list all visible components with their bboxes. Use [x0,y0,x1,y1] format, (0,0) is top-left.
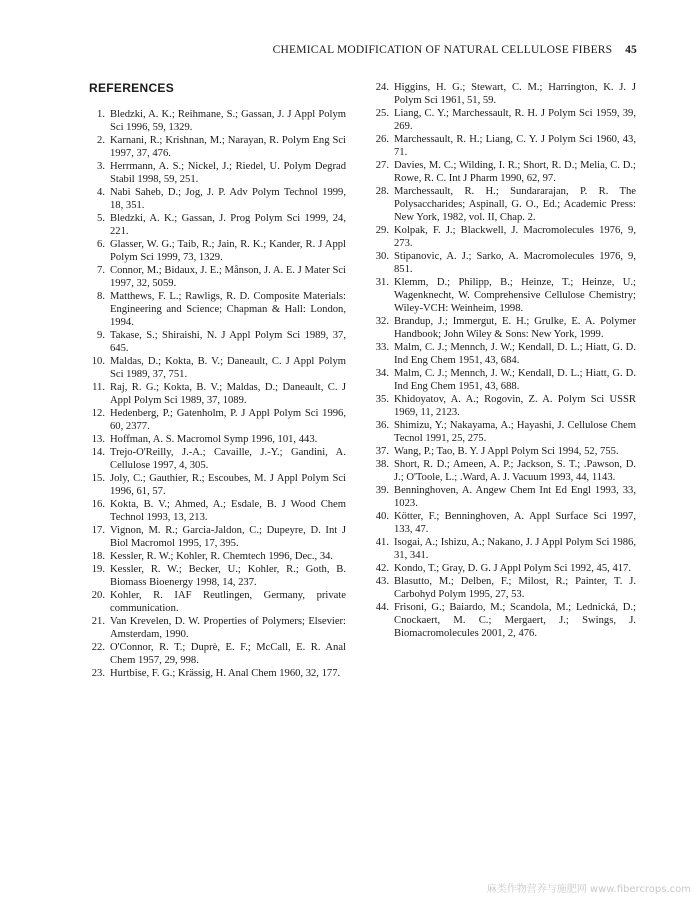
reference-item [89,212,346,238]
reference-item [373,133,636,159]
reference-item [373,224,636,250]
reference-number: 42. [375,563,389,574]
reference-number: 14. [91,447,105,458]
reference-number: 21. [91,616,105,627]
reference-text: Bledzki, A. K.; Reihmane, S.; Gassan, J. J Appl Polym Sci 1996, 59, 1329. [110,109,346,133]
reference-item [89,407,346,433]
reference-text: Malm, C. J.; Mennch, J. W.; Kendall, D. L.; Hiatt, G. D. Ind Eng Chem 1951, 43, 684. [394,342,636,366]
reference-number: 27. [375,160,389,171]
reference-item [373,601,636,640]
reference-number: 10. [91,356,105,367]
reference-text: Marchessault, R. H.; Liang, C. Y. J Polym Sci 1960, 43, 71. [394,134,636,158]
reference-text: Frisoni, G.; Baiardo, M.; Scandola, M.; Lednická, D.; Cnockaert, M. C.; Mergaert, J.; Swings, J. Biomacromolecules 2001, 2, 476. [394,602,636,639]
reference-text: Brandup, J.; Immergut, E. H.; Grulke, E. A. Polymer Handbook; John Wiley & Sons: New York, 1999. [394,316,636,340]
reference-item [373,458,636,484]
reference-number: 7. [97,265,105,276]
reference-item [89,550,346,563]
reference-number: 23. [91,668,105,679]
reference-item [89,108,346,134]
reference-text: Hedenberg, P.; Gatenholm, P. J Appl Polym Sci 1996, 60, 2377. [110,408,346,432]
reference-item [373,107,636,133]
reference-item [89,329,346,355]
reference-text: Bledzki, A. K.; Gassan, J. Prog Polym Sci 1999, 24, 221. [110,213,346,237]
reference-text: Khidoyatov, A. A.; Rogovin, Z. A. Polym Sci USSR 1969, 11, 2123. [394,394,636,418]
reference-number: 40. [375,511,389,522]
reference-number: 4. [97,187,105,198]
reference-number: 33. [375,342,389,353]
reference-number: 17. [91,525,105,536]
reference-item [89,264,346,290]
reference-number: 29. [375,225,389,236]
reference-text: Klemm, D.; Philipp, B.; Heinze, T.; Heinze, U.; Wagenknecht, W. Comprehensive Cellulose Chemistry; Wiley-VCH: Weinheim, 1998. [394,277,636,314]
reference-item [89,498,346,524]
reference-text: Davies, M. C.; Wilding, I. R.; Short, R. D.; Melia, C. D.; Rowe, R. C. Int J Pharm 1990, 62, 97. [394,160,636,184]
reference-text: Maldas, D.; Kokta, B. V.; Daneault, C. J Appl Polym Sci 1989, 37, 751. [110,356,346,380]
reference-number: 18. [91,551,105,562]
reference-text: Takase, S.; Shiraishi, N. J Appl Polym Sci 1989, 37, 645. [110,330,346,354]
reference-number: 19. [91,564,105,575]
reference-number: 13. [91,434,105,445]
reference-number: 12. [91,408,105,419]
reference-text: Kokta, B. V.; Ahmed, A.; Esdale, B. J Wood Chem Technol 1993, 13, 213. [110,499,346,523]
reference-text: Vignon, M. R.; Garcia-Jaldon, C.; Dupeyre, D. Int J Biol Macromol 1995, 17, 395. [110,525,346,549]
reference-number: 35. [375,394,389,405]
reference-text: Kessler, R. W.; Kohler, R. Chemtech 1996, Dec., 34. [110,551,334,562]
reference-number: 34. [375,368,389,379]
reference-item [373,393,636,419]
reference-item [89,290,346,329]
reference-text: Kohler, R. IAF Reutlingen, Germany, private communication. [110,590,346,614]
reference-number: 26. [375,134,389,145]
reference-item [89,355,346,381]
reference-number: 3. [97,161,105,172]
running-header [273,44,637,56]
reference-text: Shimizu, Y.; Nakayama, A.; Hayashi, J. Cellulose Chem Tecnol 1991, 25, 275. [394,420,636,444]
reference-text: Nabi Saheb, D.; Jog, J. P. Adv Polym Technol 1999, 18, 351. [110,187,346,211]
reference-item [373,81,636,107]
reference-item [89,238,346,264]
section-heading: REFERENCES [89,81,175,95]
reference-text: Van Krevelen, D. W. Properties of Polymers; Elsevier: Amsterdam, 1990. [110,616,346,640]
reference-number: 36. [375,420,389,431]
running-title: CHEMICAL MODIFICATION OF NATURAL CELLULOSE FIBERS [272,44,613,56]
reference-item [373,562,636,575]
reference-item [373,536,636,562]
reference-item [373,185,636,224]
watermark: 麻类作物营养与施肥网 www.fibercrops.com [486,884,691,895]
reference-item [89,524,346,550]
reference-number: 31. [375,277,389,288]
reference-number: 37. [375,446,389,457]
reference-number: 9. [97,330,105,341]
reference-number: 24. [375,82,389,93]
reference-item [89,160,346,186]
reference-item [89,563,346,589]
reference-text: Kolpak, F. J.; Blackwell, J. Macromolecules 1976, 9, 273. [394,225,636,249]
reference-text: Karnani, R.; Krishnan, M.; Narayan, R. Polym Eng Sci 1997, 37, 476. [110,135,346,159]
reference-number: 2. [97,135,105,146]
reference-text: Herrmann, A. S.; Nickel, J.; Riedel, U. Polym Degrad Stabil 1998, 59, 251. [110,161,346,185]
reference-number: 15. [91,473,105,484]
reference-text: Raj, R. G.; Kokta, B. V.; Maldas, D.; Daneault, C. J Appl Polym Sci 1989, 37, 1089. [110,382,346,406]
reference-text: Benninghoven, A. Angew Chem Int Ed Engl 1993, 33, 1023. [394,485,636,509]
reference-number: 22. [91,642,105,653]
reference-number: 44. [375,602,389,613]
reference-number: 43. [375,576,389,587]
reference-text: Trejo-O'Reilly, J.-A.; Cavaille, J.-Y.; Gandini, A. Cellulose 1997, 4, 305. [110,447,346,471]
reference-text: O'Connor, R. T.; Duprè, E. F.; McCall, E. R. Anal Chem 1957, 29, 998. [110,642,346,666]
reference-item [89,134,346,160]
reference-item [373,250,636,276]
reference-number: 6. [97,239,105,250]
reference-number: 11. [92,382,105,393]
reference-item [373,419,636,445]
reference-number: 20. [91,590,105,601]
reference-item [89,472,346,498]
reference-item [89,667,346,680]
reference-item [373,276,636,315]
reference-text: Short, R. D.; Ameen, A. P.; Jackson, S. T.; .Pawson, D. J.; O'Toole, L.; .Ward, A. J. Vacuum 1993, 44, 1143. [394,459,636,483]
reference-text: Joly, C.; Gauthier, R.; Escoubes, M. J Appl Polym Sci 1996, 61, 57. [110,473,346,497]
reference-text: Matthews, F. L.; Rawligs, R. D. Composite Materials: Engineering and Science; Chapman & Hall: London, 1994. [110,291,346,328]
reference-number: 38. [375,459,389,470]
reference-text: Liang, C. Y.; Marchessault, R. H. J Polym Sci 1959, 39, 269. [394,108,636,132]
reference-text: Stipanovic, A. J.; Sarko, A. Macromolecules 1976, 9, 851. [394,251,636,275]
reference-text: Kötter, F.; Benninghoven, A. Appl Surface Sci 1997, 133, 47. [394,511,636,535]
reference-item [373,159,636,185]
reference-item [89,446,346,472]
references-right-column [373,81,636,640]
reference-text: Blasutto, M.; Delben, F.; Milost, R.; Painter, T. J. Carbohyd Polym 1995, 27, 53. [394,576,636,600]
reference-text: Higgins, H. G.; Stewart, C. M.; Harrington, K. J. J Polym Sci 1961, 51, 59. [394,82,636,106]
reference-item [373,341,636,367]
reference-number: 30. [375,251,389,262]
reference-text: Kessler, R. W.; Becker, U.; Kohler, R.; Goth, B. Biomass Bioenergy 1998, 14, 237. [110,564,346,588]
reference-number: 16. [91,499,105,510]
reference-number: 32. [375,316,389,327]
reference-text: Malm, C. J.; Mennch, J. W.; Kendall, D. L.; Hiatt, G. D. Ind Eng Chem 1951, 43, 688. [394,368,636,392]
reference-item [373,575,636,601]
reference-item [89,641,346,667]
reference-text: Wang, P.; Tao, B. Y. J Appl Polym Sci 1994, 52, 755. [394,446,619,457]
reference-text: Marchessault, R. H.; Sundararajan, P. R. The Polysaccharides; Aspinall, G. O., Ed.; Academic Press: New York, 1982, vol. II, Chap. 2. [394,186,636,223]
reference-item [89,433,346,446]
reference-number: 39. [375,485,389,496]
reference-number: 8. [97,291,105,302]
reference-number: 1. [97,109,105,120]
reference-number: 28. [375,186,389,197]
reference-text: Hurtbise, F. G.; Krässig, H. Anal Chem 1960, 32, 177. [110,668,341,679]
reference-number: 5. [97,213,105,224]
reference-number: 25. [375,108,389,119]
reference-item [373,484,636,510]
reference-text: Kondo, T.; Gray, D. G. J Appl Polym Sci 1992, 45, 417. [394,563,631,574]
reference-item [89,381,346,407]
reference-item [373,315,636,341]
reference-item [89,186,346,212]
reference-text: Isogai, A.; Ishizu, A.; Nakano, J. J Appl Polym Sci 1986, 31, 341. [394,537,636,561]
reference-text: Connor, M.; Bidaux, J. E.; Månson, J. A. E. J Mater Sci 1997, 32, 5059. [110,265,346,289]
reference-text: Glasser, W. G.; Taib, R.; Jain, R. K.; Kander, R. J Appl Polym Sci 1999, 73, 1329. [110,239,346,263]
references-left-column [89,108,346,680]
reference-item [89,615,346,641]
reference-item [373,445,636,458]
reference-text: Hoffman, A. S. Macromol Symp 1996, 101, 443. [110,434,318,445]
reference-item [89,589,346,615]
reference-item [373,510,636,536]
reference-item [373,367,636,393]
reference-number: 41. [375,537,389,548]
page-number: 45 [625,44,637,56]
